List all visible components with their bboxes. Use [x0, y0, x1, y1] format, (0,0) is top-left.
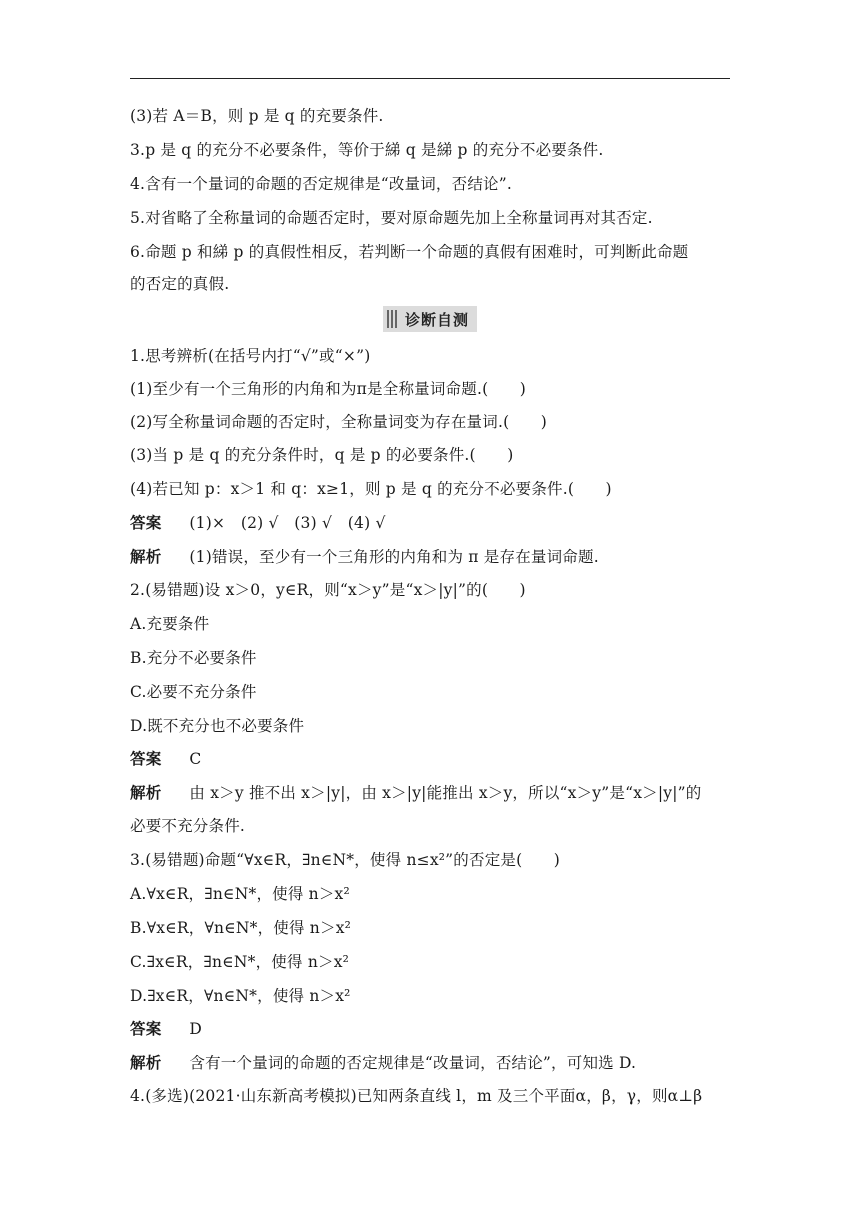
question-item: (4)若已知 p：x＞1 和 q：x≥1，则 p 是 q 的充分不必要条件.( ) — [130, 480, 612, 498]
question-item: (1)至少有一个三角形的内角和为π是全称量词命题.( ) — [130, 380, 526, 398]
analysis-text: (1)错误，至少有一个三角形的内角和为 π 是存在量词命题. — [189, 548, 599, 566]
text-line: 4.含有一个量词的命题的否定规律是“改量词，否结论”. — [130, 175, 512, 193]
option-item: D.∃x∈R，∀n∈N*，使得 n＞x² — [130, 987, 351, 1005]
answer-label: 答案 — [130, 749, 162, 768]
analysis-row — [130, 783, 730, 803]
badge-bars-icon — [387, 310, 397, 328]
option-item: C.必要不充分条件 — [130, 683, 257, 701]
question-title: 3.(易错题)命题“∀x∈R，∃n∈N*，使得 n≤x²”的否定是( ) — [130, 851, 560, 869]
answer-row — [130, 1019, 730, 1039]
text-line: 5.对省略了全称量词的命题否定时，要对原命题先加上全称量词再对其否定. — [130, 209, 653, 227]
option-item: D.既不充分也不必要条件 — [130, 717, 305, 735]
answer-row — [130, 749, 730, 769]
analysis-text: 由 x＞y 推不出 x＞|y|，由 x＞|y|能推出 x＞y，所以“x＞y”是“x＞|y|”的 — [189, 784, 702, 802]
option-item: C.∃x∈R，∃n∈N*，使得 n＞x² — [130, 953, 350, 971]
analysis-row — [130, 547, 730, 567]
text-line: 6.命题 p 和綈 p 的真假性相反，若判断一个命题的真假有困难时，可判断此命题 — [130, 243, 689, 261]
answer-row — [130, 513, 730, 533]
analysis-label: 解析 — [130, 547, 162, 566]
option-item: B.∀x∈R，∀n∈N*，使得 n＞x² — [130, 919, 352, 937]
text-line: (3)若 A＝B，则 p 是 q 的充要条件. — [130, 107, 384, 125]
answer-value: C — [189, 750, 202, 768]
option-item: A.∀x∈R，∃n∈N*，使得 n＞x² — [130, 885, 350, 903]
question-title: 1.思考辨析(在括号内打“√”或“×”) — [130, 347, 371, 365]
question-item: (2)写全称量词命题的否定时，全称量词变为存在量词.( ) — [130, 413, 547, 431]
answer-label: 答案 — [130, 513, 162, 532]
question-title: 2.(易错题)设 x＞0，y∈R，则“x＞y”是“x＞|y|”的( ) — [130, 581, 526, 599]
section-badge — [383, 306, 477, 332]
analysis-row — [130, 1053, 730, 1073]
option-item: A.充要条件 — [130, 615, 210, 633]
text-line: 的否定的真假. — [130, 275, 230, 293]
text-line: 3.p 是 q 的充分不必要条件，等价于綈 q 是綈 p 的充分不必要条件. — [130, 141, 604, 159]
analysis-text: 含有一个量词的命题的否定规律是“改量词，否结论”，可知选 D. — [189, 1054, 637, 1072]
analysis-label: 解析 — [130, 1053, 162, 1072]
text-line: 必要不充分条件. — [130, 817, 246, 835]
section-title: 诊断自测 — [405, 310, 470, 329]
answer-value: (1)× (2) √ (3) √ (4) √ — [189, 514, 386, 532]
question-title: 4.(多选)(2021·山东新高考模拟)已知两条直线 l，m 及三个平面α，β，γ，则α⊥β — [130, 1087, 703, 1105]
answer-value: D — [189, 1020, 203, 1038]
option-item: B.充分不必要条件 — [130, 649, 257, 667]
analysis-label: 解析 — [130, 783, 162, 802]
question-item: (3)当 p 是 q 的充分条件时，q 是 p 的必要条件.( ) — [130, 446, 514, 464]
answer-label: 答案 — [130, 1019, 162, 1038]
header-rule — [130, 78, 730, 79]
